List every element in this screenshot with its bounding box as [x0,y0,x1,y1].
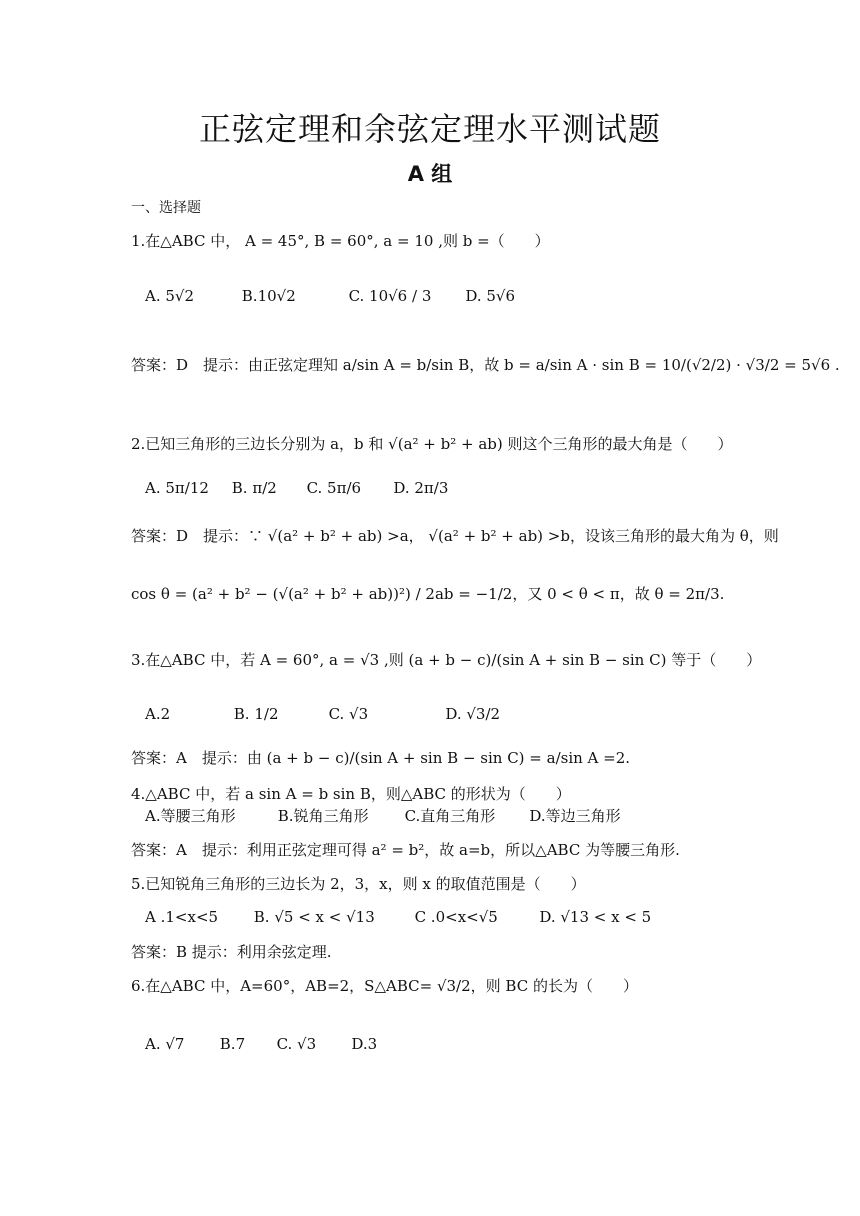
q4-option-c: C.直角三角形 [404,807,496,825]
group-heading: A 组 [407,162,453,186]
q1-option-b: B.10√2 [241,287,296,305]
question-1-options [145,286,515,306]
q3-option-b: B. 1/2 [233,705,279,723]
q2-option-c: C. 5π/6 [306,479,362,497]
q6-option-a: A. √7 [145,1035,185,1053]
q3-option-a: A.2 [145,705,171,723]
question-3-options [145,704,500,724]
q5-option-b: B. √5 < x < √13 [253,908,375,926]
q2-option-b: B. π/2 [231,479,277,497]
question-5-stem: 5.已知锐角三角形的三边长为 2，3，x，则 x 的取值范围是（ ） [131,875,586,893]
question-6-options [145,1034,377,1054]
q2-option-d: D. 2π/3 [393,479,449,497]
q5-option-c: C .0<x<√5 [414,908,498,926]
q1-option-a: A. 5√2 [145,287,195,305]
question-2-options [145,478,448,498]
question-1-stem: 1.在△ABC 中， A = 45°, B = 60°, a = 10 ,则 b =（ ） [131,232,550,250]
q4-option-b: B.锐角三角形 [277,807,369,825]
question-2-answer-formula: cos θ = (a² + b² − (√(a² + b² + ab))²) / 2ab = −1/2，又 0 < θ < π，故 θ = 2π/3. [131,585,725,603]
question-4-options [145,806,621,826]
question-2-answer: 答案：D 提示：∵ √(a² + b² + ab) >a， √(a² + b² + ab) >b，设该三角形的最大角为 θ，则 [131,527,779,545]
q3-option-d: D. √3/2 [445,705,501,723]
section-heading: 一、选择题 [131,200,201,216]
q2-option-a: A. 5π/12 [145,479,209,497]
q5-option-d: D. √13 < x < 5 [539,908,652,926]
q5-option-a: A .1<x<5 [145,908,219,926]
q4-option-a: A.等腰三角形 [145,807,236,825]
question-5-answer: 答案：B 提示：利用余弦定理. [131,943,332,961]
question-6-stem: 6.在△ABC 中，A=60°，AB=2，S△ABC= √3/2，则 BC 的长为（ ） [131,977,638,995]
question-1-answer: 答案：D 提示：由正弦定理知 a/sin A = b/sin B，故 b = a/sin A · sin B = 10/(√2/2) · √3/2 = 5√6 . [131,356,840,374]
q3-option-c: C. √3 [328,705,369,723]
question-4-stem: 4.△ABC 中，若 a sin A = b sin B，则△ABC 的形状为（ ） [131,785,571,803]
question-4-answer: 答案：A 提示：利用正弦定理可得 a² = b²，故 a=b，所以△ABC 为等腰三角形. [131,841,680,859]
q6-option-c: C. √3 [276,1035,317,1053]
q4-option-d: D.等边三角形 [529,807,621,825]
page-title: 正弦定理和余弦定理水平测试题 [198,110,661,148]
question-2-stem: 2.已知三角形的三边长分别为 a，b 和 √(a² + b² + ab) 则这个三角形的最大角是（ ） [131,435,733,453]
q1-option-c: C. 10√6 / 3 [348,287,432,305]
question-5-options [145,907,651,927]
q1-option-d: D. 5√6 [465,287,516,305]
question-3-stem: 3.在△ABC 中，若 A = 60°, a = √3 ,则 (a + b − c)/(sin A + sin B − sin C) 等于（ ） [131,651,762,669]
q6-option-b: B.7 [219,1035,246,1053]
question-3-answer: 答案：A 提示：由 (a + b − c)/(sin A + sin B − sin C) = a/sin A =2. [131,749,631,767]
q6-option-d: D.3 [351,1035,378,1053]
